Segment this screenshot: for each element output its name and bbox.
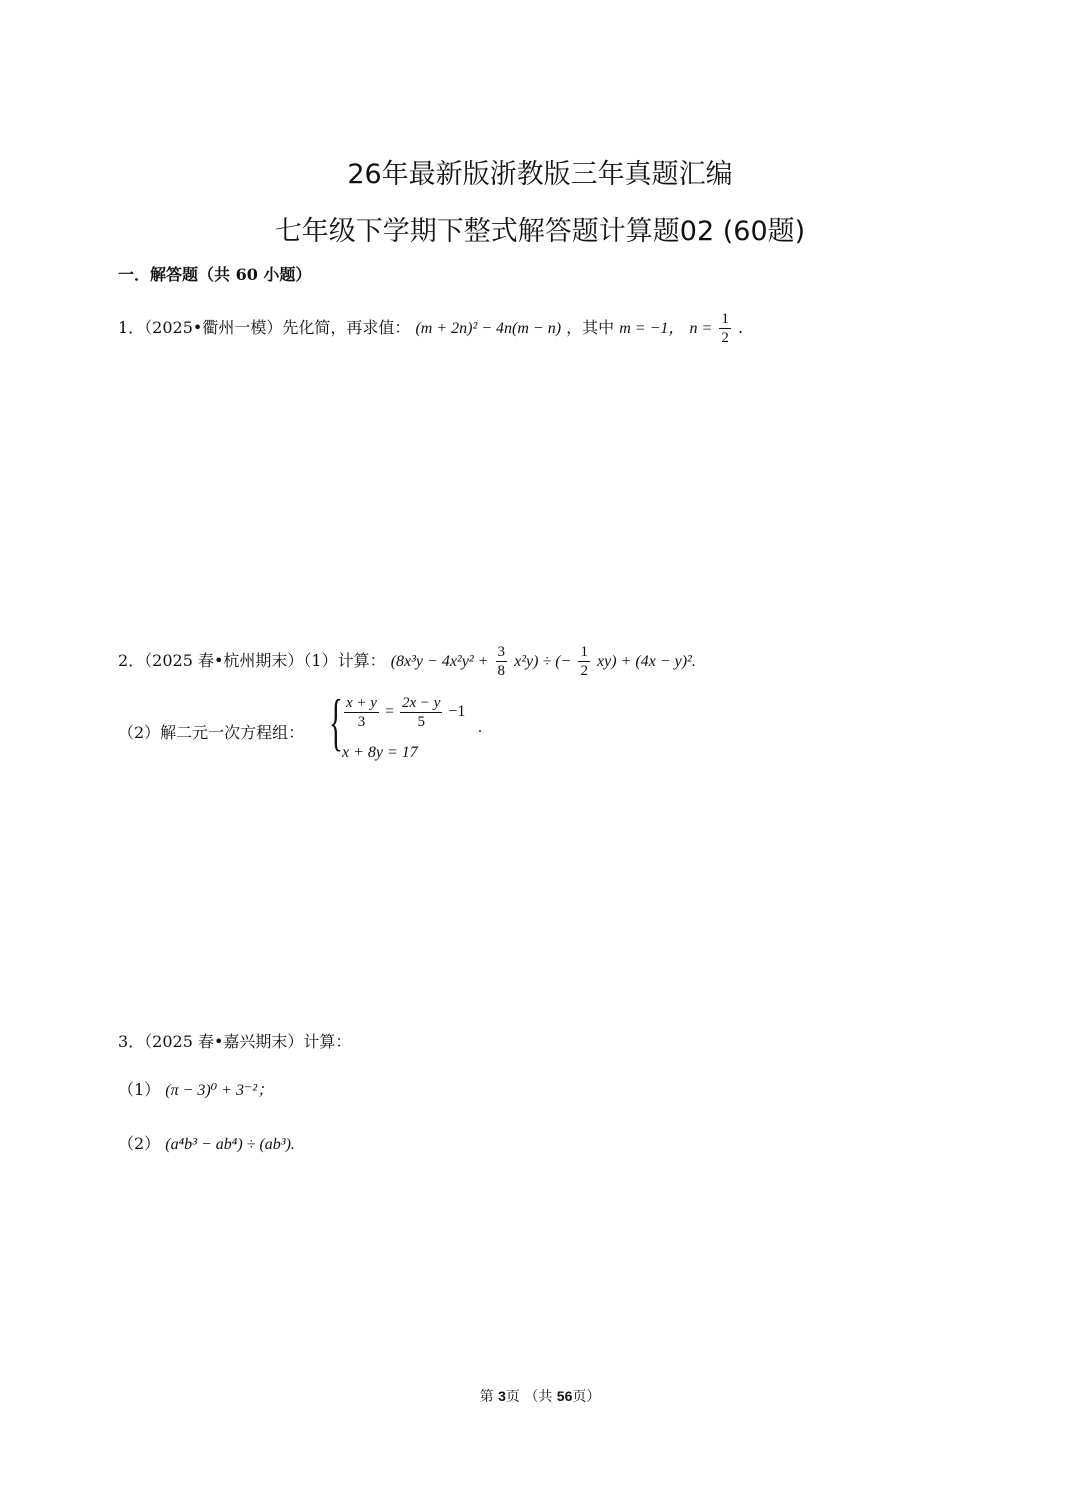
q2-fraction-1-2 <box>578 643 590 680</box>
q2-prefix: 2．（2025 春•杭州期末）（1）计算： <box>118 651 386 670</box>
q1-end: . <box>737 318 744 337</box>
q2-frac1-numerator: 3 <box>497 644 506 660</box>
q1-condition-n: n = <box>689 320 713 337</box>
q2-expr-part-b: x²y) ÷ (− <box>514 653 572 670</box>
document-title: 26年最新版浙教版三年真题汇编 <box>347 159 733 190</box>
footer-total-pages: 56 <box>556 1388 573 1404</box>
footer-mid: 页 （共 <box>505 1389 557 1405</box>
q2-frac2-denominator: 2 <box>580 663 588 679</box>
q2-frac2-numerator: 1 <box>580 644 588 660</box>
q2-system-end: . <box>478 719 482 736</box>
q3-part-1 <box>118 1077 273 1100</box>
q2-equation-2: x + 8y = 17 <box>342 744 418 761</box>
document-subtitle: 七年级下学期下整式解答题计算题02 (60题) <box>274 216 806 247</box>
q1-mid: ，其中 <box>566 318 620 337</box>
footer-page-number: 3 <box>498 1388 506 1404</box>
q2-eq1-left-denominator: 3 <box>357 714 366 730</box>
q2-eq1-left-numerator: x + y <box>346 695 377 711</box>
question-1 <box>118 310 743 347</box>
q3-part1-expression: (π − 3)⁰ + 3⁻²； <box>165 1082 274 1099</box>
q2-eq1-right-fraction <box>400 694 442 731</box>
q1-fraction-denominator: 2 <box>721 330 729 346</box>
q3-part2-label: （2） <box>118 1134 161 1153</box>
q2-expr-part-a: (8x³y − 4x²y² + <box>390 653 489 670</box>
footer-post: 页） <box>572 1389 601 1405</box>
q3-part1-label: （1） <box>118 1080 161 1099</box>
q3-part2-expression: (a⁴b³ − ab⁴) ÷ (ab³). <box>165 1136 295 1153</box>
q1-condition-m: m = −1， <box>619 320 685 337</box>
question-2 <box>118 643 696 680</box>
q2-part2-label: （2）解二元一次方程组： <box>118 723 305 742</box>
equation-system-brace: { <box>329 686 343 757</box>
q3-part-2 <box>118 1131 295 1154</box>
page-footer <box>0 1386 1080 1406</box>
q1-fraction <box>719 310 731 347</box>
q2-eq1-right-denominator: 5 <box>417 714 425 730</box>
q2-equation-1 <box>342 694 465 731</box>
q2-fraction-3-8 <box>496 643 508 680</box>
q2-eq1-equals: = <box>384 703 394 721</box>
q2-eq1-right-numerator: 2x − y <box>401 695 441 711</box>
q2-eq1-left-fraction <box>344 694 379 731</box>
q1-fraction-numerator: 1 <box>721 311 729 327</box>
q2-expr-part-c: xy) + (4x − y)². <box>597 653 696 670</box>
q1-prefix: 1．（2025•衢州一模）先化简，再求值： <box>118 318 411 337</box>
q1-expression: (m + 2n)² − 4n(m − n) <box>415 320 562 337</box>
q2-eq1-tail: −1 <box>448 703 466 721</box>
section-heading: 一．解答题（共 60 小题） <box>118 265 312 284</box>
footer-pre: 第 <box>479 1389 499 1405</box>
q2-frac1-denominator: 8 <box>497 663 506 679</box>
question-3: 3．（2025 春•嘉兴期末）计算： <box>118 1032 352 1051</box>
